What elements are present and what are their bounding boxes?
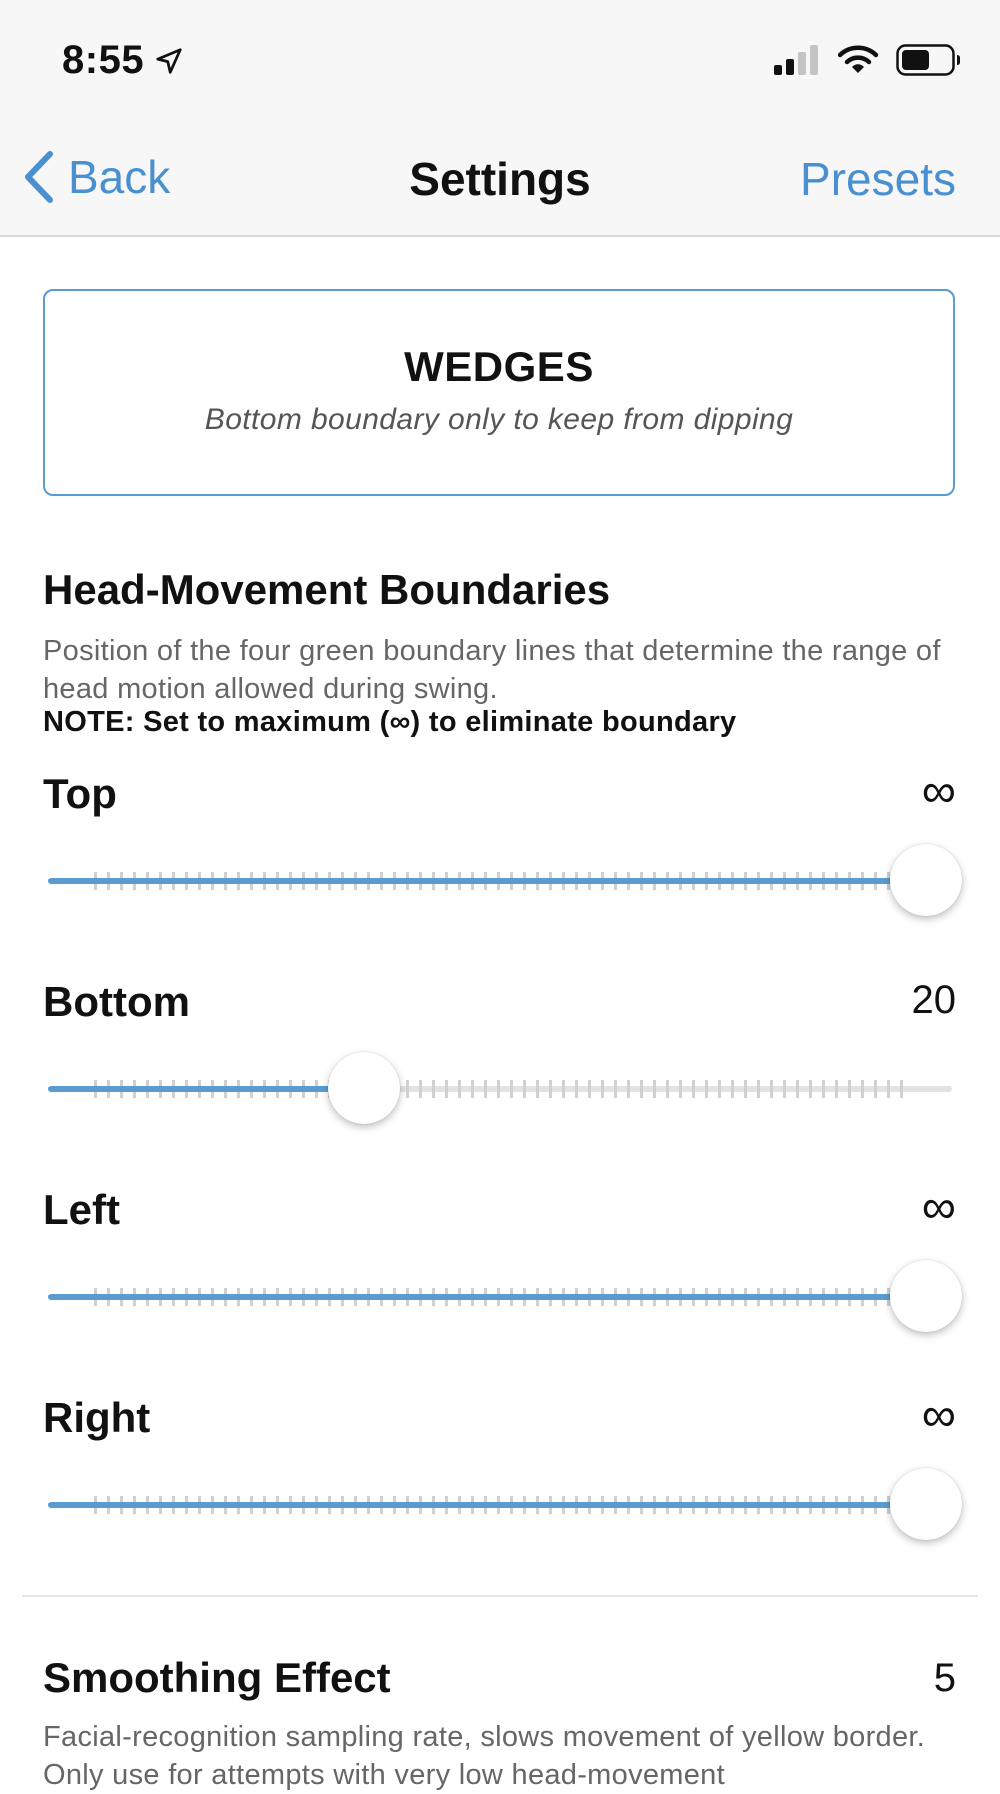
slider-value-right: ∞ (921, 1389, 956, 1442)
slider-track-right[interactable] (48, 1502, 952, 1508)
back-button[interactable] (22, 150, 170, 204)
page-title: Settings (409, 153, 591, 205)
preset-name: WEDGES (404, 343, 594, 390)
cellular-signal-icon (772, 45, 820, 75)
boundaries-title: Head-Movement Boundaries (43, 566, 611, 613)
slider-thumb-left[interactable] (890, 1260, 962, 1332)
track-fill (48, 1502, 952, 1508)
chevron-left-icon (22, 150, 54, 204)
slider-thumb-top[interactable] (890, 844, 962, 916)
track-fill (48, 1086, 364, 1092)
status-time (62, 38, 184, 83)
slider-row-right (0, 1389, 1000, 1594)
preset-card[interactable] (43, 289, 955, 496)
smoothing-value: 5 (933, 1656, 956, 1700)
slider-value-bottom: 20 (911, 978, 956, 1022)
wifi-icon (838, 45, 878, 75)
slider-thumb-bottom[interactable] (328, 1052, 400, 1124)
slider-label-right: Right (43, 1394, 151, 1441)
slider-thumb-right[interactable] (890, 1468, 962, 1540)
slider-row-left (0, 1181, 1000, 1386)
location-arrow-icon (154, 46, 184, 76)
presets-button[interactable]: Presets (800, 153, 956, 205)
track-fill (48, 878, 952, 884)
boundaries-description: Position of the four green boundary lines that determine the range of head motion allowed during swing. (43, 635, 941, 705)
section-divider (22, 1595, 978, 1597)
status-bar (0, 0, 1000, 120)
slider-row-bottom (0, 978, 1000, 1178)
navigation-bar (0, 120, 1000, 237)
preset-description: Bottom boundary only to keep from dipping (204, 403, 794, 436)
back-button-label: Back (68, 151, 171, 203)
slider-label-top: Top (43, 770, 117, 817)
boundaries-note: NOTE: Set to maximum (∞) to eliminate boundary (43, 706, 737, 738)
status-indicators (772, 44, 962, 76)
slider-label-left: Left (43, 1186, 120, 1233)
slider-value-top: ∞ (921, 765, 956, 818)
slider-track-top[interactable] (48, 878, 952, 884)
track-fill (48, 1294, 952, 1300)
slider-track-left[interactable] (48, 1294, 952, 1300)
status-time-text: 8:55 (62, 38, 145, 82)
slider-row-top (0, 765, 1000, 970)
slider-value-left: ∞ (921, 1181, 956, 1234)
slider-track-bottom[interactable] (48, 1086, 952, 1092)
battery-icon (896, 44, 962, 76)
smoothing-description: Facial-recognition sampling rate, slows movement of yellow border. Only use for attempts with very low head-movement (43, 1721, 926, 1791)
slider-label-bottom: Bottom (43, 978, 190, 1025)
smoothing-title: Smoothing Effect (43, 1654, 391, 1701)
